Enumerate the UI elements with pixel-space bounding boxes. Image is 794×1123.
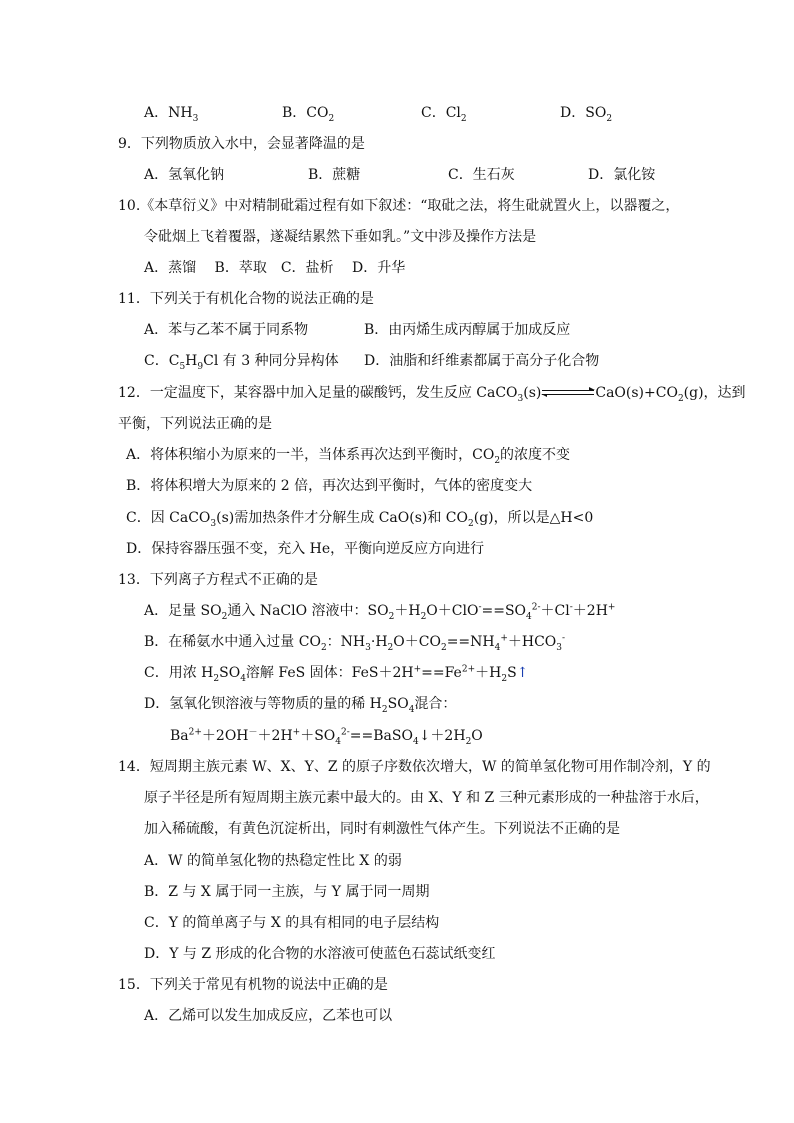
q8-option-c: C．$Cl_2$ [421,105,467,124]
q8-option-b: B．$CO_2$ [282,105,335,124]
q14-option-c: C．Y 的简单离子与 X 的具有相同的电子层结构 [144,915,440,931]
q9-option-a: A．氢氧化钠 [144,167,225,183]
q10-stem-line1: 10.《本草衍义》中对精制砒霜过程有如下叙述：“取砒之法，将生砒就置火上，以器覆之， [118,198,680,214]
q12-option-d: D．保持容器压强不变，充入 He，平衡向逆反应方向进行 [126,541,485,557]
q13-option-c: C．用浓 $H_2SO_4$溶解 FeS 固体：$FeS+2H^+==Fe^{2+}+H_2S↑$ [144,664,529,684]
q11-option-c: C．$C_5H_9Cl$ 有 3 种同分异构体 [144,353,339,372]
q9-stem: 9．下列物质放入水中，会显著降温的是 [118,136,365,152]
q8-option-d: D．$SO_2$ [560,105,613,124]
q13-stem: 13．下列离子方程式不正确的是 [118,572,318,588]
q13-option-d-equation: $Ba^{2+}+2OH^-+2H^++SO_4^{2-}==BaSO_4↓+2H_2O$ [170,727,483,747]
equilibrium-arrow-icon [542,388,594,398]
gas-arrow-icon: ↑ [516,665,529,681]
q9-option-c: C．生石灰 [448,167,515,183]
q11-option-d: D．油脂和纤维素都属于高分子化合物 [364,353,600,369]
q13-option-b: B．在稀氨水中通入过量 $CO_2$：$NH_3\cdot H_2O+CO_2==NH_4^++HCO_3^-$ [144,633,566,653]
q13-option-a: A．足量 $SO_2$通入 NaClO 溶液中：$SO_2+H_2O+ClO^-==SO_4^{2-}+Cl^-+2H^+$ [144,602,616,622]
q8-option-a: A．$NH_3$ [144,105,199,124]
q14-option-a: A．W 的简单氢化物的热稳定性比 X 的弱 [144,853,402,869]
q9-option-d: D．氯化铵 [588,167,656,183]
q10-stem-line2: 令砒烟上飞着覆器，遂凝结累然下垂如乳。”文中涉及操作方法是 [144,229,537,245]
q9-option-b: B．蔗糖 [308,167,361,183]
q10-options: A．蒸馏 B．萃取 C．盐析 D．升华 [144,260,406,276]
q12-option-a: A．将体积缩小为原来的一半，当体系再次达到平衡时，$CO_2$的浓度不变 [126,447,571,466]
q14-stem-line1: 14．短周期主族元素 W、X、Y、Z 的原子序数依次增大，W 的简单氢化物可用作制冷剂，Y 的 [118,759,711,775]
q15-stem: 15．下列关于常见有机物的说法中正确的是 [118,977,388,993]
q11-option-a: A．苯与乙苯不属于同系物 [144,322,309,338]
q12-option-b: B．将体积增大为原来的 2 倍，再次达到平衡时，气体的密度变大 [126,478,533,494]
q12-option-c: C．因 CaCO$_3$(s)需加热条件才分解生成 CaO(s)和 $CO_2(g)$，所以是△H<0 [126,510,594,529]
q14-stem-line2: 原子半径是所有短周期主族元素中最大的。由 X、Y 和 Z 三种元素形成的一种盐溶于水后， [144,790,709,806]
q11-option-b: B．由丙烯生成丙醇属于加成反应 [364,322,571,338]
q13-option-d: D．氢氧化钡溶液与等物质的量的稀 $H_2SO_4$混合： [144,696,457,715]
q15-option-a: A．乙烯可以发生加成反应，乙苯也可以 [144,1008,393,1024]
q11-stem: 11．下列关于有机化合物的说法正确的是 [118,291,374,307]
q12-stem-line2: 平衡，下列说法正确的是 [118,416,272,432]
q14-stem-line3: 加入稀硫酸，有黄色沉淀析出，同时有刺激性气体产生。下列说法不正确的是 [144,821,620,837]
q14-option-d: D．Y 与 Z 形成的化合物的水溶液可使蓝色石蕊试纸变红 [144,946,496,962]
q14-option-b: B．Z 与 X 属于同一主族，与 Y 属于同一周期 [144,884,430,900]
q12-stem-line1: 12．一定温度下，某容器中加入足量的碳酸钙，发生反应 CaCO$_3$(s) $CaO(s)+CO_2(g)$，达到 [118,385,746,404]
